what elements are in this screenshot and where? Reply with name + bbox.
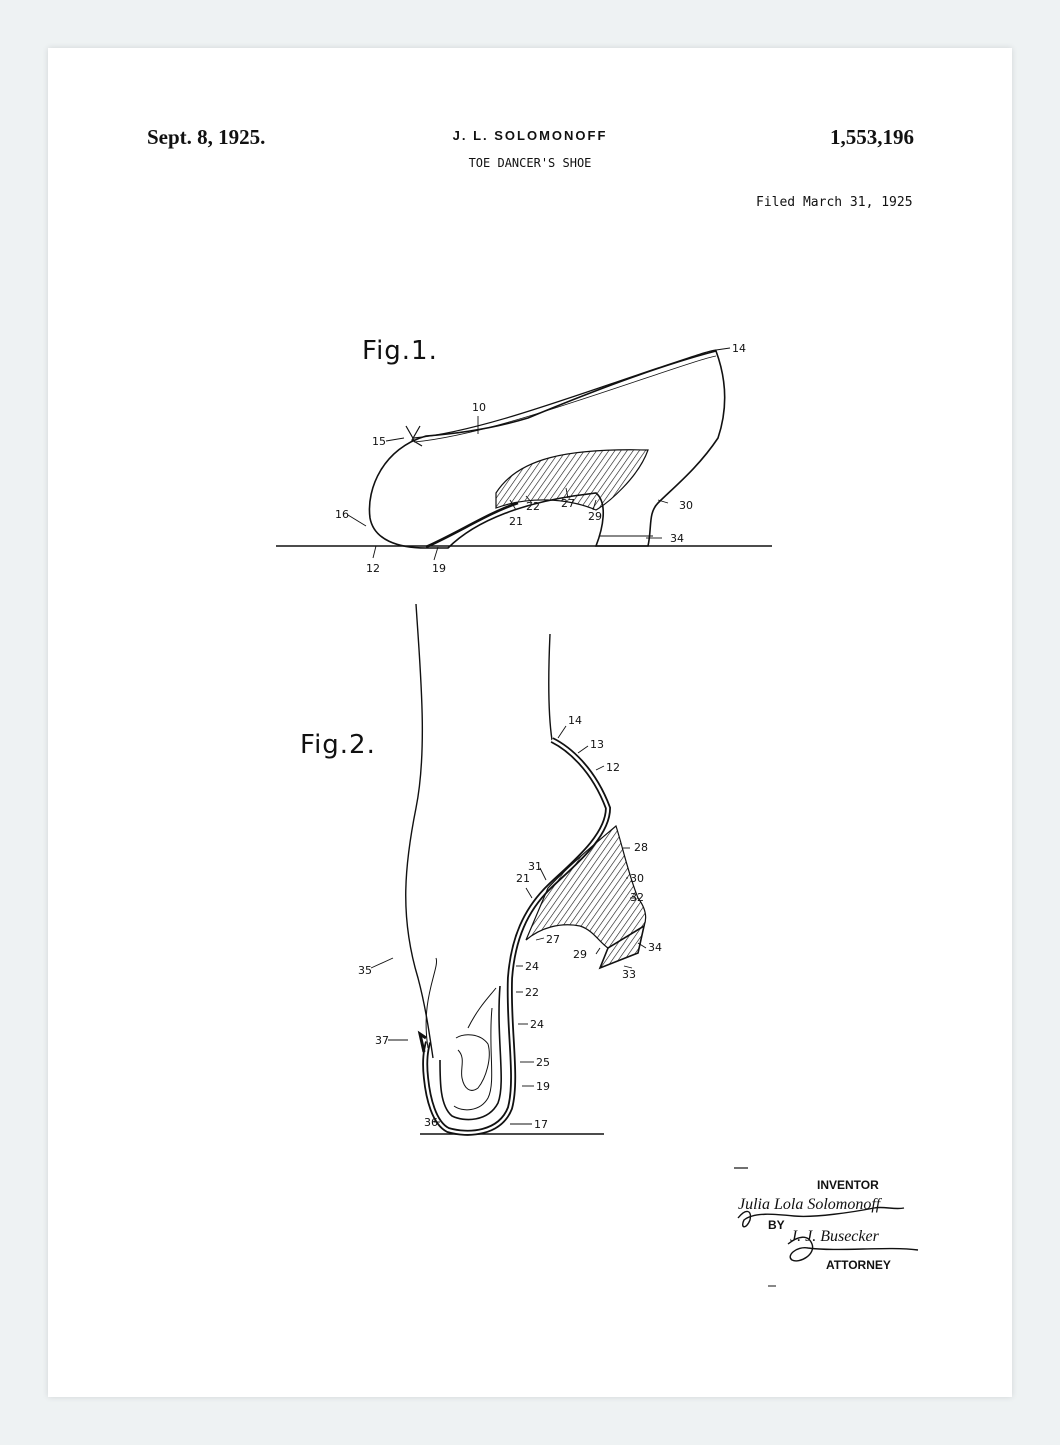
filed-date: Filed March 31, 1925 [756, 195, 913, 210]
inventor-name: J. L. SOLOMONOFF [452, 128, 608, 143]
fig1-ref: 10 [472, 401, 486, 414]
fig2-ref: 31 [528, 860, 542, 873]
fig2-ref: 22 [525, 986, 539, 999]
fig1-ref: 15 [372, 435, 386, 448]
fig1-label: Fig.1. [362, 336, 438, 366]
fig2-heel-arch [526, 826, 646, 948]
fig1-leader-lines [348, 348, 730, 560]
fig2-ref: 32 [630, 891, 644, 904]
fig2-leg-back [549, 634, 552, 740]
fig1-ref: 34 [670, 532, 684, 545]
patent-number: 1,553,196 [830, 125, 914, 149]
fig1-reference-numerals [335, 342, 746, 575]
fig1-ref: 30 [679, 499, 693, 512]
patent-drawing [48, 48, 1012, 1397]
fig2-ref: 19 [536, 1080, 550, 1093]
fig1-ref: 21 [509, 515, 523, 528]
fig2-ref: 37 [375, 1034, 389, 1047]
fig1-shoe-outline [369, 351, 724, 548]
fig2-ref: 25 [536, 1056, 550, 1069]
fig2-ref: 34 [648, 941, 662, 954]
patent-title: TOE DANCER'S SHOE [468, 156, 592, 170]
fig2-ref: 36 [424, 1116, 438, 1129]
fig1-top-binding [414, 350, 716, 438]
fig2-foot-bones [456, 1035, 489, 1091]
fig1-bow [404, 426, 422, 446]
fig1-ref: 14 [732, 342, 746, 355]
attorney-signature: J. J. Busecker [790, 1228, 879, 1245]
by-label: BY [768, 1218, 785, 1232]
fig2-ref: 24 [530, 1018, 544, 1031]
fig2-ref: 28 [634, 841, 648, 854]
fig1-ref: 22 [526, 500, 540, 513]
fig2-ref: 33 [622, 968, 636, 981]
inventor-signature: Julia Lola Solomonoff [738, 1196, 881, 1213]
fig1-ref: 19 [432, 562, 446, 575]
patent-date: Sept. 8, 1925. [147, 125, 266, 149]
fig1-ref: 16 [335, 508, 349, 521]
fig2-ref: 21 [516, 872, 530, 885]
fig2-ref: 35 [358, 964, 372, 977]
fig2-ref: 14 [568, 714, 582, 727]
fig1-ref: 27 [561, 497, 575, 510]
fig2-ref: 12 [606, 761, 620, 774]
fig2-ref: 30 [630, 872, 644, 885]
fig2-leg-front [406, 604, 433, 1058]
inventor-label: INVENTOR [817, 1178, 879, 1192]
fig1-ref: 12 [366, 562, 380, 575]
fig2-shoe-upper [425, 740, 608, 1133]
attorney-label: ATTORNEY [826, 1258, 891, 1272]
patent-sheet [48, 48, 1012, 1397]
fig2-label: Fig.2. [300, 730, 376, 760]
fig2-ref: 13 [590, 738, 604, 751]
fig2-ref: 27 [546, 933, 560, 946]
fig2-ref: 17 [534, 1118, 548, 1131]
fig1-ref: 29 [588, 510, 602, 523]
fig2-ref: 29 [573, 948, 587, 961]
fig1-sole [426, 503, 518, 547]
fig2-ref: 24 [525, 960, 539, 973]
